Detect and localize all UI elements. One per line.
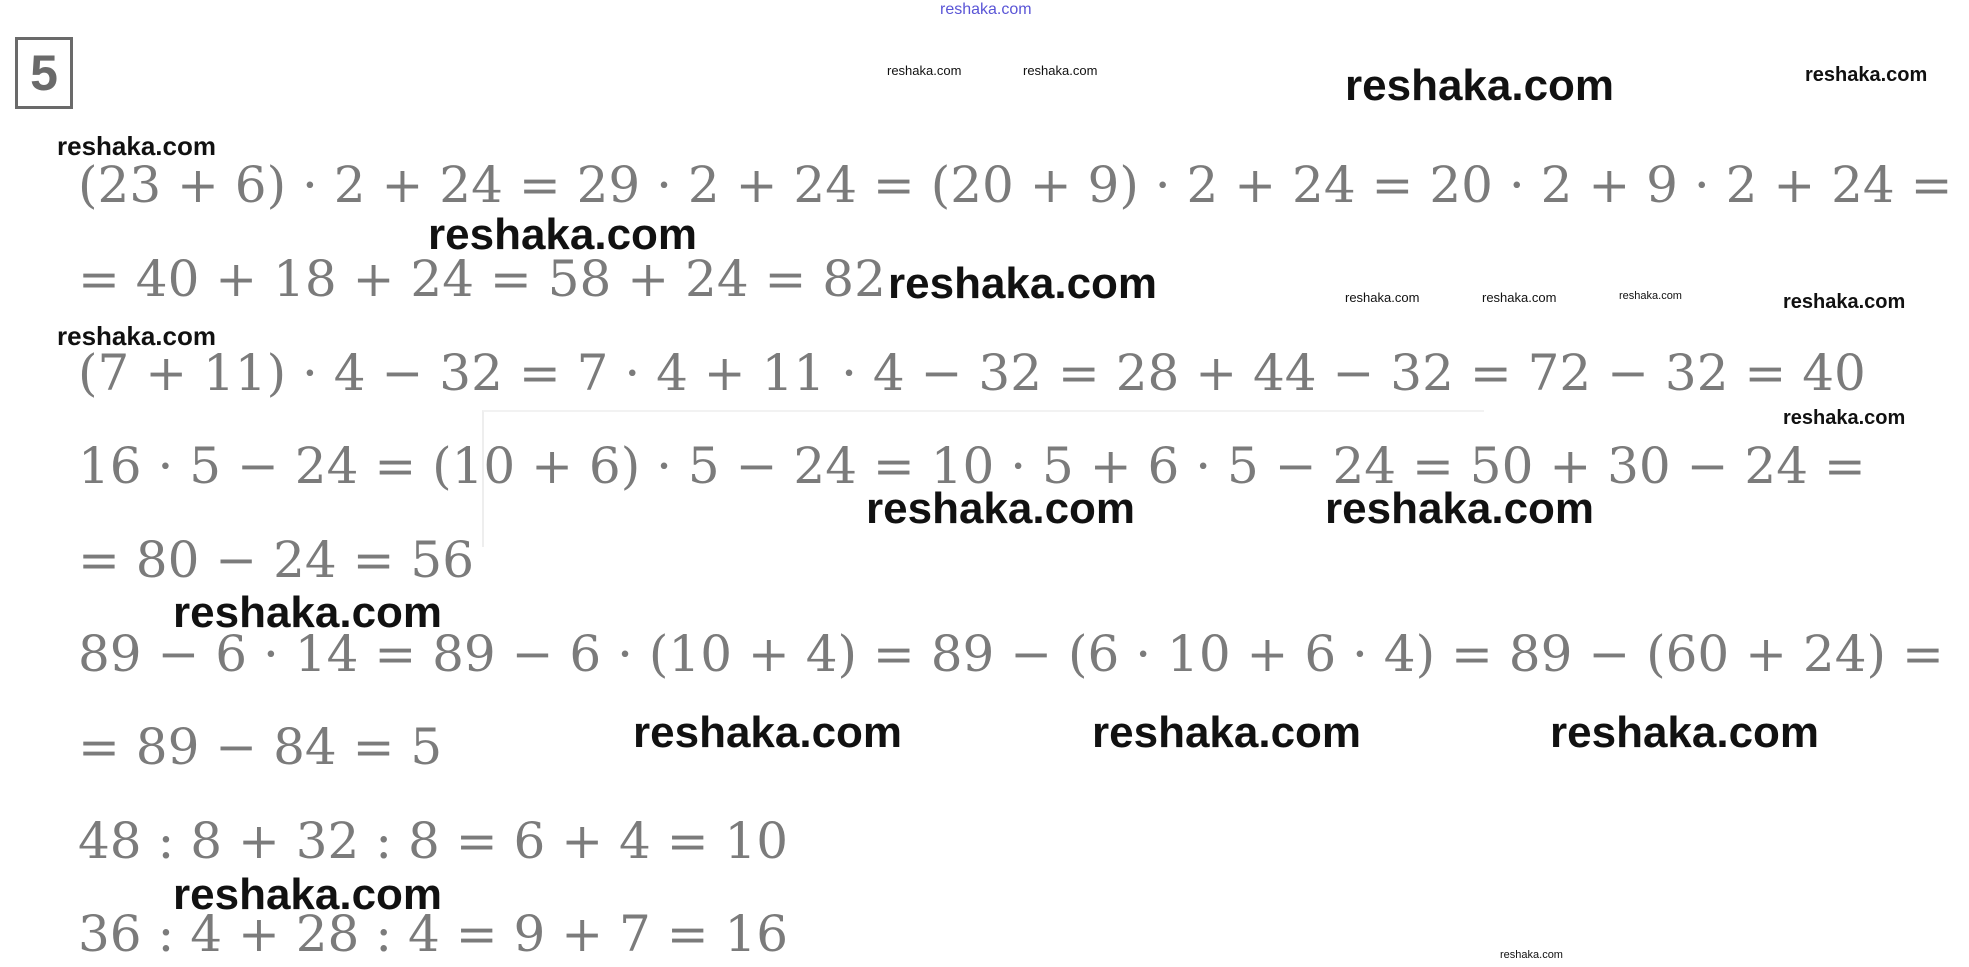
- watermark: reshaka.com: [57, 131, 216, 161]
- watermark: reshaka.com: [173, 870, 443, 919]
- equation-line: (7 + 11) · 4 − 32 = 7 · 4 + 11 · 4 − 32 = 28 + 44 − 32 = 72 − 32 = 40: [78, 344, 1866, 402]
- watermark: reshaka.com: [1345, 290, 1420, 305]
- task-number: 5: [30, 45, 58, 101]
- watermark: reshaka.com: [1023, 63, 1098, 78]
- watermark: reshaka.com: [1092, 708, 1362, 757]
- watermark: reshaka.com: [866, 484, 1136, 533]
- header-watermark: reshaka.com: [940, 1, 1032, 18]
- watermark: reshaka.com: [887, 63, 962, 78]
- watermark: reshaka.com: [173, 588, 443, 637]
- watermark: reshaka.com: [633, 708, 903, 757]
- equation-line: = 80 − 24 = 56: [78, 531, 475, 589]
- watermark: reshaka.com: [1783, 407, 1906, 429]
- watermark: reshaka.com: [1550, 708, 1820, 757]
- watermark: reshaka.com: [1783, 291, 1906, 313]
- task-number-box: [15, 37, 73, 109]
- watermark: reshaka.com: [1345, 61, 1615, 110]
- watermark: reshaka.com: [57, 321, 216, 351]
- watermark: reshaka.com: [1805, 64, 1928, 86]
- equation-line: (23 + 6) · 2 + 24 = 29 · 2 + 24 = (20 + 9) · 2 + 24 = 20 · 2 + 9 · 2 + 24 =: [78, 156, 1953, 214]
- equation-line: 48 : 8 + 32 : 8 = 6 + 4 = 10: [78, 812, 789, 870]
- watermark: reshaka.com: [1482, 290, 1557, 305]
- equation-line: 89 − 6 · 14 = 89 − 6 · (10 + 4) = 89 − (6 · 10 + 6 · 4) = 89 − (60 + 24) =: [78, 625, 1944, 683]
- equation-line: = 89 − 84 = 5: [78, 718, 443, 776]
- watermark: reshaka.com: [428, 210, 698, 259]
- watermark: reshaka.com: [1325, 484, 1595, 533]
- equation-line: 16 · 5 − 24 = (10 + 6) · 5 − 24 = 10 · 5 + 6 · 5 − 24 = 50 + 30 − 24 =: [78, 437, 1866, 495]
- equation-line: = 40 + 18 + 24 = 58 + 24 = 82: [78, 250, 886, 308]
- watermark: reshaka.com: [888, 259, 1158, 308]
- watermark: reshaka.com: [1500, 949, 1563, 961]
- watermark: reshaka.com: [1619, 290, 1682, 302]
- equation-line: 36 : 4 + 28 : 4 = 9 + 7 = 16: [78, 905, 789, 963]
